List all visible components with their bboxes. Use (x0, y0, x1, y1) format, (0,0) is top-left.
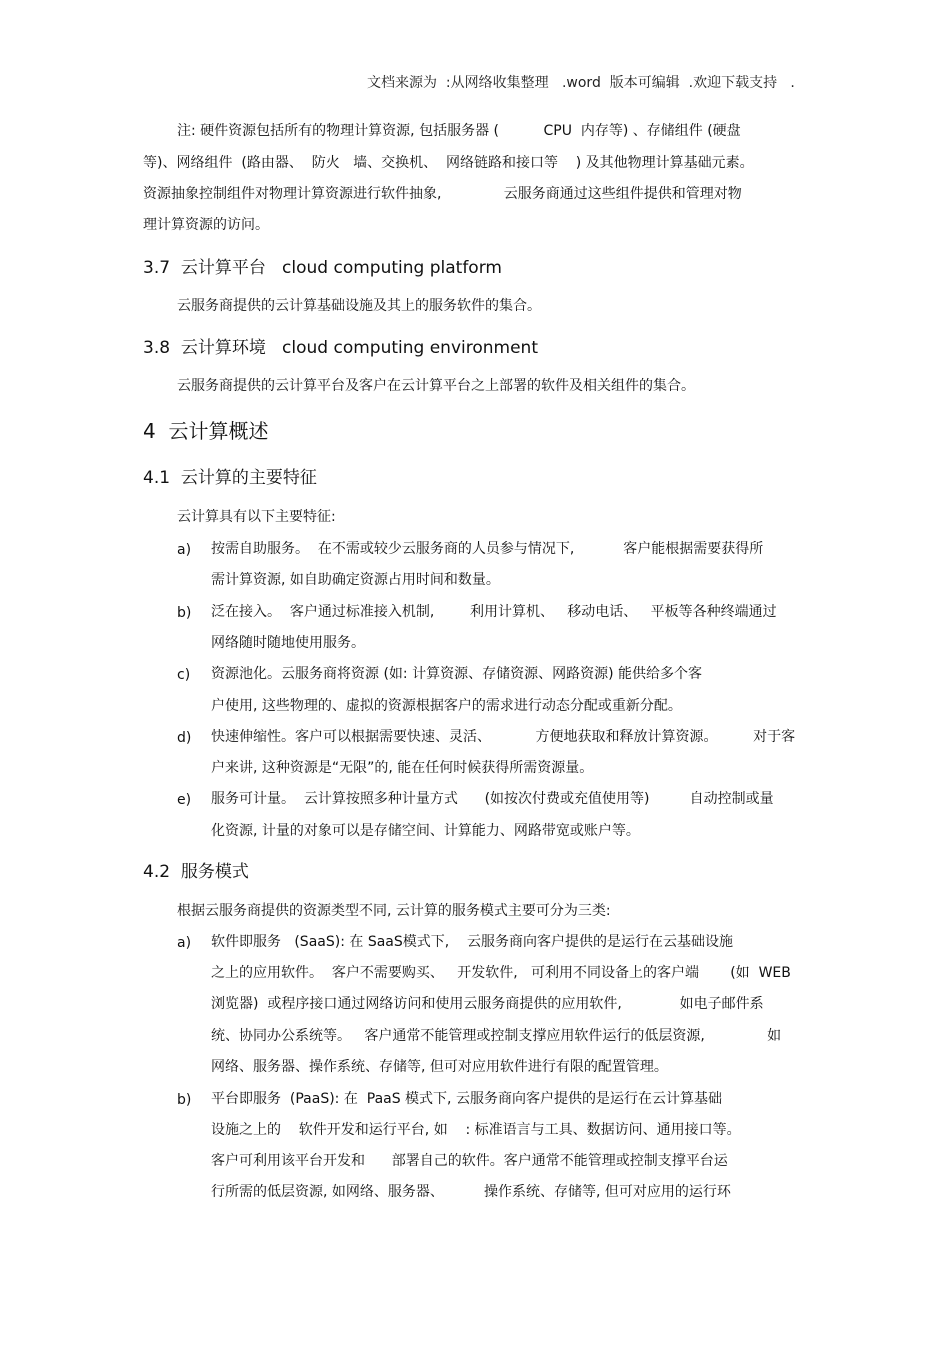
list-item-label: d) (177, 730, 192, 746)
list-item-text: 泛在接入。 客户通过标准接入机制, 利用计算机、 移动电话、 平板等各种终端通过 (211, 604, 777, 620)
list-item-label: a) (177, 542, 192, 558)
list-item-text: 设施之上的 软件开发和运行平台, 如 : 标准语言与工具、数据访问、通用接口等。 (211, 1122, 741, 1138)
section-4-1-intro: 云计算具有以下主要特征: (177, 509, 336, 525)
list-item-label: b) (177, 605, 192, 621)
list-item-label: c) (177, 667, 191, 683)
list-item-text: 之上的应用软件。 客户不需要购买、 开发软件, 可利用不同设备上的客户端 (如 WEB (211, 965, 791, 981)
section-4-2-heading: 4.2 服务模式 (143, 862, 249, 882)
list-item-text: 户来讲, 这种资源是“无限”的, 能在任何时候获得所需资源量。 (211, 760, 594, 776)
section-3-8-heading: 3.8 云计算环境 cloud computing environment (143, 338, 538, 358)
list-item-text: 资源池化。云服务商将资源 (如: 计算资源、存储资源、网路资源) 能供给多个客 (211, 666, 702, 682)
list-item-text: 统、协同办公系统等。 客户通常不能管理或控制支撑应用软件运行的低层资源, 如 (211, 1028, 782, 1044)
list-item-text: 行所需的低层资源, 如网络、服务器、 操作系统、存储等, 但可对应用的运行环 (211, 1184, 731, 1200)
section-3-8-body: 云服务商提供的云计算平台及客户在云计算平台之上部署的软件及相关组件的集合。 (177, 378, 695, 394)
list-item-text: 服务可计量。 云计算按照多种计量方式 (如按次付费或充值使用等) 自动控制或量 (211, 791, 774, 807)
page-header: 文档来源为 :从网络收集整理 .word 版本可编辑 .欢迎下载支持 . (367, 75, 795, 91)
list-item-text: 化资源, 计量的对象可以是存储空间、计算能力、网路带宽或账户等。 (211, 823, 640, 839)
list-item-label: e) (177, 792, 192, 808)
note-line-3: 资源抽象控制组件对物理计算资源进行软件抽象, 云服务商通过这些组件提供和管理对物 (143, 186, 742, 202)
list-item-text: 客户可利用该平台开发和 部署自己的软件。客户通常不能管理或控制支撑平台运 (211, 1153, 728, 1169)
note-line-2: 等)、网络组件 (路由器、 防火 墙、交换机、 网络链路和接口等 ) 及其他物理计算基础元素。 (143, 155, 754, 171)
note-line-1: 注: 硬件资源包括所有的物理计算资源, 包括服务器 ( CPU 内存等) 、存储组件 (硬盘 (177, 123, 741, 139)
list-item-text: 按需自助服务。 在不需或较少云服务商的人员参与情况下, 客户能根据需要获得所 (211, 541, 764, 557)
list-item-text: 网络随时随地使用服务。 (211, 635, 365, 651)
list-item-text: 平台即服务 (PaaS): 在 PaaS 模式下, 云服务商向客户提供的是运行在云计算基础 (211, 1091, 722, 1107)
list-item-text: 户使用, 这些物理的、虚拟的资源根据客户的需求进行动态分配或重新分配。 (211, 698, 682, 714)
list-item-text: 需计算资源, 如自助确定资源占用时间和数量。 (211, 572, 500, 588)
list-item-text: 快速伸缩性。客户可以根据需要快速、灵活、 方便地获取和释放计算资源。 对于客 (211, 729, 796, 745)
list-item-text: 网络、服务器、操作系统、存储等, 但可对应用软件进行有限的配置管理。 (211, 1059, 668, 1075)
section-4-2-intro: 根据云服务商提供的资源类型不同, 云计算的服务模式主要可分为三类: (177, 903, 611, 919)
section-4-1-heading: 4.1 云计算的主要特征 (143, 468, 317, 488)
list-item-text: 浏览器) 或程序接口通过网络访问和使用云服务商提供的应用软件, 如电子邮件系 (211, 996, 764, 1012)
list-item-text: 软件即服务 (SaaS): 在 SaaS模式下, 云服务商向客户提供的是运行在云基础设施 (211, 934, 734, 950)
list-item-label: b) (177, 1092, 192, 1108)
note-line-4: 理计算资源的访问。 (143, 217, 269, 233)
section-3-7-body: 云服务商提供的云计算基础设施及其上的服务软件的集合。 (177, 298, 541, 314)
list-item-label: a) (177, 935, 192, 951)
section-3-7-heading: 3.7 云计算平台 cloud computing platform (143, 258, 502, 278)
chapter-4-heading: 4 云计算概述 (143, 419, 269, 443)
